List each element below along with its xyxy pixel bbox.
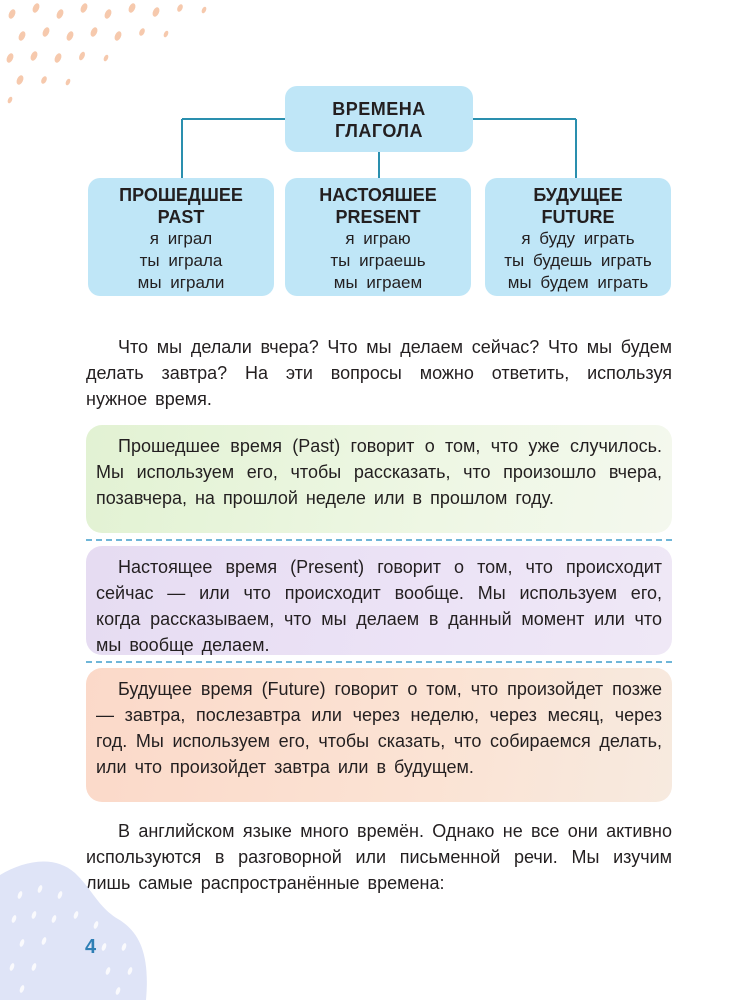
dashed-divider: [86, 539, 672, 541]
present-example: ты играешь: [330, 251, 426, 270]
past-tense-ru: ПРОШЕДШЕЕ: [119, 185, 243, 205]
present-example: я играю: [345, 229, 411, 248]
present-example: мы играем: [333, 273, 423, 292]
dashed-divider: [86, 661, 672, 663]
verb-tenses-diagram: [0, 0, 741, 310]
root-title-line-2: ГЛАГОЛА: [334, 121, 424, 141]
present-tense-card: [86, 546, 672, 655]
future-tense-en: FUTURE: [541, 207, 615, 227]
outro-paragraph: [86, 818, 672, 896]
decorative-blob: [0, 855, 150, 1000]
future-tense-card: [86, 668, 672, 802]
outro-text: В английском языке много времён. Однако не все они активно используются в разговорной или письменной речи. Мы изучим лишь самые распространённые времена:: [86, 821, 672, 893]
past-example: ты играла: [139, 251, 223, 270]
future-example: мы будем играть: [507, 273, 649, 292]
intro-text: Что мы делали вчера? Что мы делаем сейчас? Что мы будем делать завтра? На эти вопросы можно ответить, используя нужное время.: [86, 337, 672, 409]
diagram-root-node: [285, 86, 473, 152]
future-example: я буду играть: [521, 229, 635, 248]
present-tense-en: PRESENT: [335, 207, 421, 227]
future-example: ты будешь играть: [504, 251, 652, 270]
future-tense-node: [485, 178, 671, 296]
present-tense-description: Настоящее время (Present) говорит о том, что происходит сейчас — или что происходит вообще. Мы используем его, когда рассказываем, что мы делаем в данный момент или что мы вообще делаем.: [96, 557, 662, 655]
past-tense-node: [88, 178, 274, 296]
past-example: я играл: [149, 229, 213, 248]
past-tense-en: PAST: [157, 207, 205, 227]
root-title-line-1: ВРЕМЕНА: [332, 99, 426, 119]
present-tense-ru: НАСТОЯШЕЕ: [319, 185, 437, 205]
past-example: мы играли: [137, 273, 225, 292]
future-tense-ru: БУДУЩЕЕ: [533, 185, 623, 205]
past-tense-card: [86, 425, 672, 533]
future-tense-description: Будущее время (Future) говорит о том, что произойдет позже — завтра, послезавтра или через неделю, через месяц, через год. Мы используем его, чтобы сказать, что собираемся делать, или что произойдет завтра или в будущем.: [96, 679, 662, 777]
present-tense-node: [285, 178, 471, 296]
page-number: 4: [85, 936, 97, 958]
past-tense-description: Прошедшее время (Past) говорит о том, что уже случилось. Мы используем его, чтобы рассказать, что произошло вчера, позавчера, на прошлой неделе или в прошлом году.: [96, 436, 662, 508]
intro-paragraph: [86, 334, 672, 412]
